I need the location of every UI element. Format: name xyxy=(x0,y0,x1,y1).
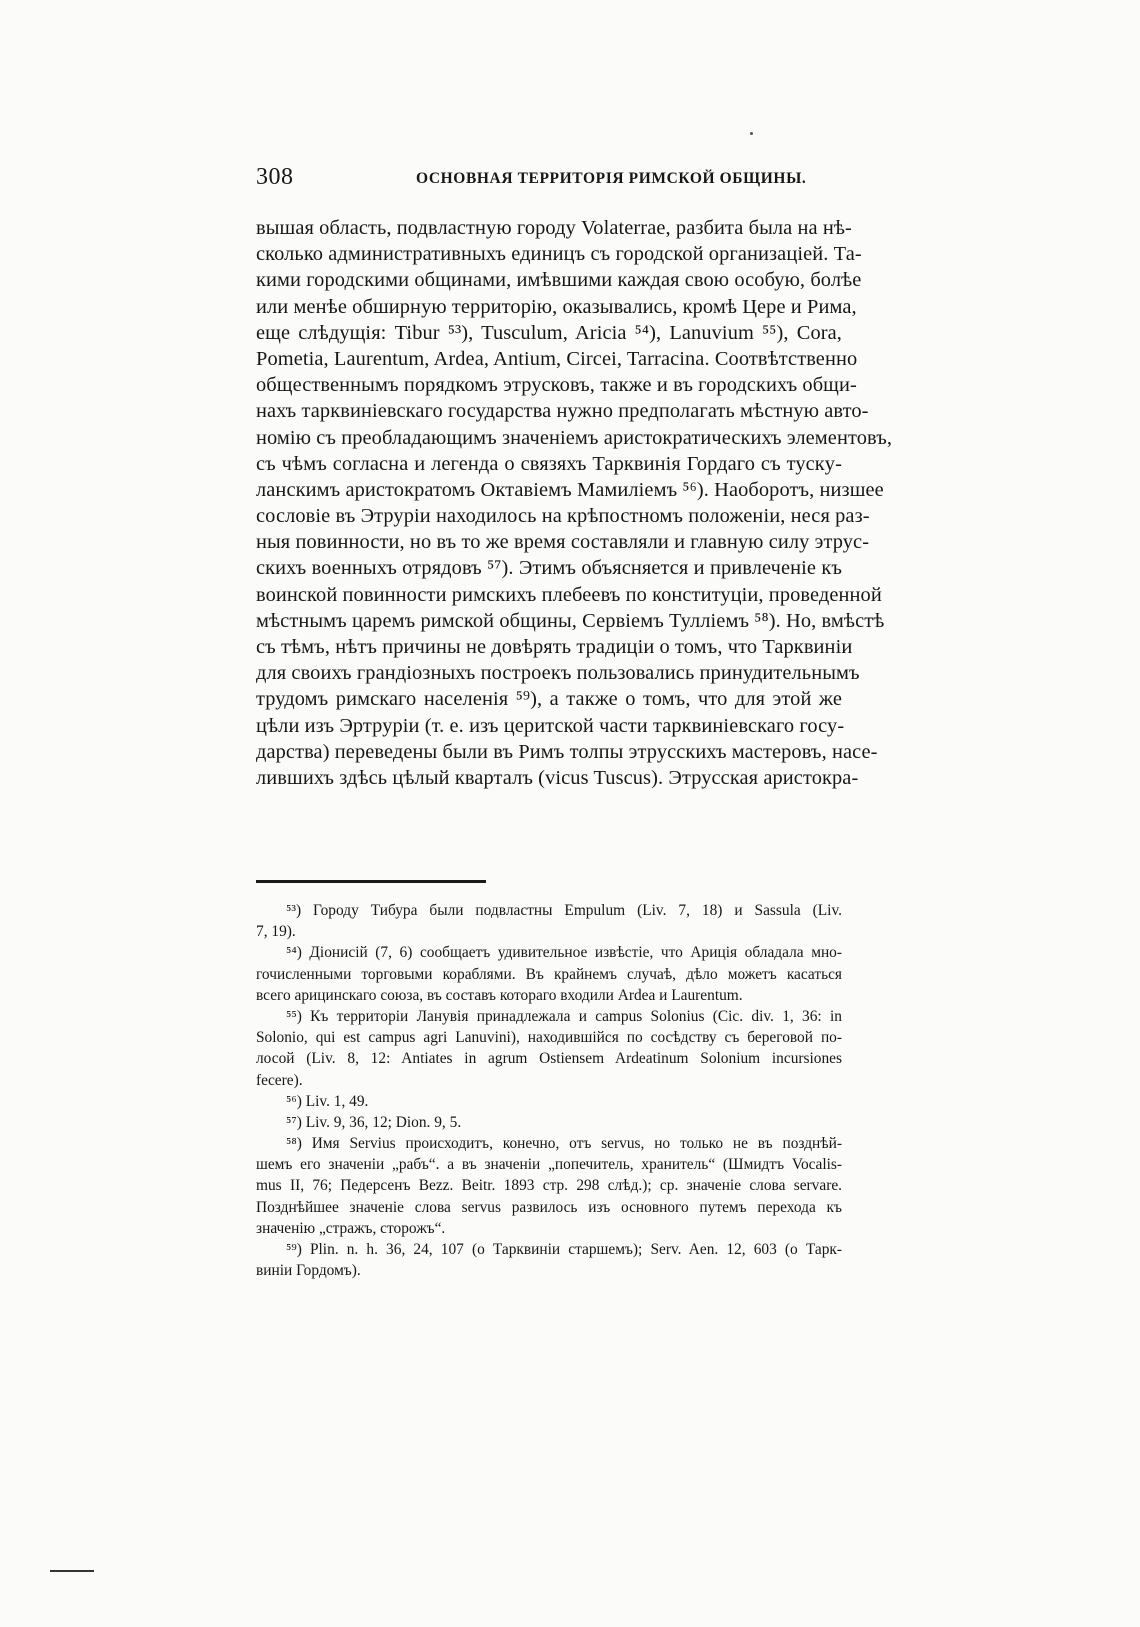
text-line: сколько административныхъ единицъ съ городской организацiей. Та- xyxy=(256,243,862,266)
text-line: мѣстнымъ царемъ римской общины, Сервiемъ Туллiемъ ⁵⁸). Но, вмѣстѣ xyxy=(256,609,885,632)
footnote-line: ⁵⁷) Liv. 9, 36, 12; Dion. 9, 5. xyxy=(286,1113,462,1131)
text-line: номію съ преобладающимъ значеніемъ аристократическихъ элементовъ, xyxy=(256,426,893,449)
footnote-line: mus II, 76; Педерсенъ Bezz. Beitr. 1893 стр. 298 слѣд.); ср. значенiе слова servare. xyxy=(256,1177,842,1195)
main-text-block xyxy=(256,215,893,791)
print-speck xyxy=(750,132,753,135)
text-line: скихъ военныхъ отрядовъ ⁵⁷). Этимъ объясняется и привлеченiе къ xyxy=(256,557,842,580)
text-line: или менѣе обширную территорiю, оказывались, кромѣ Цере и Рима, xyxy=(256,295,857,318)
text-line: лившихъ здѣсь цѣлый кварталъ (vicus Tuscus). Этрусская аристокра- xyxy=(256,766,859,789)
text-line: ныя повинности, но въ то же время составляли и главную силу этрус- xyxy=(256,531,870,554)
text-line: еще слѣдущiя: Tibur ⁵³), Tusculum, Aricia ⁵⁴), Lanuvium ⁵⁵), Cora, xyxy=(256,321,842,344)
footnote-line: лосой (Liv. 8, 12: Antiates in agrum Ostiensem Ardeatinum Solonium incursiones xyxy=(256,1050,842,1068)
footnote-line: ⁵⁴) Дiонисiй (7, 6) сообщаетъ удивительное извѣстiе, что Арицiя обладала мно- xyxy=(286,944,842,962)
footnote-line: ⁵⁵) Къ территорiи Ланувiя принадлежала и campus Solonius (Cic. div. 1, 36: in xyxy=(286,1007,842,1025)
text-line: дарства) переведены были въ Римъ толпы этрусскихъ мастеровъ, насе- xyxy=(256,740,878,763)
footnote-line: ⁵³) Городу Тибура были подвластны Empulum (Liv. 7, 18) и Sassula (Liv. xyxy=(286,902,842,919)
text-line: кими городскими общинами, имѣвшими каждая свою особую, болѣе xyxy=(256,269,862,292)
text-line: Pometia, Laurentum, Ardea, Antium, Circei, Tarracina. Соотвѣтственно xyxy=(256,347,858,370)
page-number: 308 xyxy=(256,164,294,190)
text-line: ланскимъ аристократомъ Октавiемъ Мамилiемъ ⁵⁶). Наоборотъ, низшее xyxy=(256,478,884,501)
text-line: вышая область, подвластную городу Volaterrae, разбита была на нѣ- xyxy=(256,217,852,239)
footnote-line: ⁵⁹) Plin. n. h. 36, 24, 107 (о Тарквинiи старшемъ); Serv. Aen. 12, 603 (о Тарк- xyxy=(286,1241,842,1258)
footnote-line: виніи Гордомъ). xyxy=(256,1262,361,1280)
text-line: съ чѣмъ согласна и легенда о связяхъ Тарквинія Гордаго съ тускy- xyxy=(256,452,842,475)
page-header xyxy=(256,164,840,194)
text-line: нахъ тарквиніевскаго государства нужно предполагать мѣстную авто- xyxy=(256,400,869,423)
footnote-line: всего арицинскаго союза, въ составъ котораго входили Ardea и Laurentum. xyxy=(256,986,743,1004)
footnote-line: ⁵⁸) Имя Servius происходитъ, конечно, отъ servus, но только не въ позднѣй- xyxy=(286,1135,842,1153)
running-title: ОСНОВНАЯ ТЕРРИТОРІЯ РИМСКОЙ ОБЩИНЫ. xyxy=(416,170,807,187)
footnote-line: Позднѣйшее значенiе слова servus развилось изъ основного путемъ перехода къ xyxy=(256,1198,842,1216)
footnote-separator-rule xyxy=(256,880,486,883)
footnote-line: Solonio, qui est campus agri Lanuvini), находившiйся по сосѣдству съ береговой по- xyxy=(256,1029,842,1047)
footnote-line: гочисленными торговыми кораблями. Въ крайнемъ случаѣ, дѣло можетъ касаться xyxy=(256,965,842,983)
footnote-line: значенiю „стражъ, сторожъ“. xyxy=(256,1219,446,1237)
text-line: общественнымъ порядкомъ этрусковъ, также и въ городскихъ общи- xyxy=(256,374,857,397)
footnote-line: ⁵⁶) Liv. 1, 49. xyxy=(286,1092,369,1110)
footnotes-block xyxy=(256,900,842,1281)
text-line: цѣли изъ Эртрурiи (т. е. изъ церитской части тарквинiевскаго госу- xyxy=(256,714,845,737)
text-line: трудомъ римскаго населенiя ⁵⁹), а также о томъ, что для этой же xyxy=(256,688,842,711)
text-line: съ тѣмъ, нѣтъ причины не довѣрять традицiи о томъ, что Тарквинiи xyxy=(256,636,853,658)
text-line: воинской повинности римскихъ плебеевъ по конституцiи, проведенной xyxy=(256,583,882,606)
scan-margin-mark xyxy=(50,1570,94,1572)
footnote-line: шемъ его значенiи „рабъ“. а въ значенiи „попечитель, хранитель“ (Шмидтъ Vocalis- xyxy=(256,1156,842,1174)
footnote-line: 7, 19). xyxy=(256,923,296,941)
text-line: сословіе въ Этруріи находилось на крѣпостномъ положенiи, неся раз- xyxy=(256,505,870,528)
text-line: для своихъ грандiозныхъ построекъ пользовались принудительнымъ xyxy=(256,662,860,685)
footnote-line: fecere). xyxy=(256,1071,303,1089)
